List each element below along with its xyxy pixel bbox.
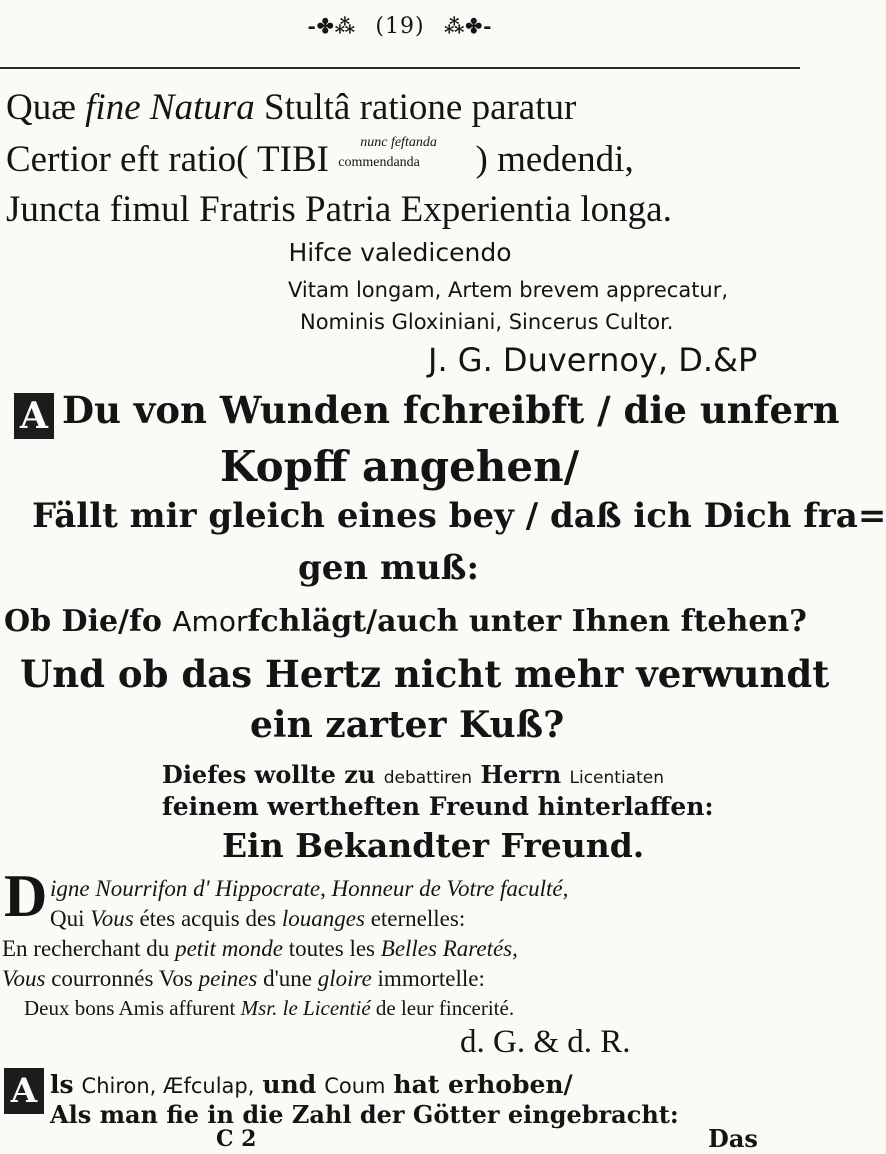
latin-phrase: Stultâ ratione paratur (264, 87, 577, 128)
dedication-line-1: Hifce valedicendo (288, 238, 512, 267)
french-line-3 (2, 936, 518, 962)
french-phrase-italic: Belles Raretés, (380, 936, 518, 961)
latin-line-1 (6, 86, 576, 129)
latin-word: Licentiaten (569, 768, 664, 788)
german-note-1 (162, 760, 664, 789)
latin-word-italic: Natura (149, 87, 255, 128)
french-phrase-italic: Nourrifon d' Hippocrate (95, 876, 321, 901)
dropcap-d: D (4, 863, 48, 929)
french-phrase: étes acquis des (139, 906, 277, 931)
latin-phrase: Certior eft ratio( (6, 139, 249, 180)
latin-word: Coum (324, 1074, 386, 1098)
french-phrase: courronnés Vos (51, 966, 193, 991)
german-line-7: ein zarter Kuß? (250, 704, 565, 746)
closing-paren: ) (475, 139, 488, 180)
dropcap-a-final: A (4, 1068, 44, 1114)
latin-word: Amor (172, 605, 248, 638)
german-phrase: Diefes wollte zu (162, 760, 376, 789)
french-phrase: En recherchant du (2, 936, 170, 961)
french-word-italic: peines (198, 966, 258, 991)
latin-word: Quæ (6, 87, 76, 128)
abbreviation-top: nunc feftanda (360, 135, 437, 150)
french-word-italic: Vous (90, 906, 134, 931)
french-line-5 (24, 996, 514, 1021)
ornament-left-icon: -✤⁂ (307, 14, 357, 38)
french-word-italic: louanges (281, 906, 365, 931)
page-header (0, 10, 800, 39)
latin-line-3: Juncta fimul Fratris Patria Experientia longa. (6, 189, 672, 230)
latin-word: debattiren (383, 768, 473, 788)
french-signature: d. G. & d. R. (460, 1024, 631, 1060)
latin-line-2 (6, 135, 634, 181)
dropcap-a: A (14, 393, 54, 439)
german-phrase: fchlägt/auch unter Ihnen ftehen? (247, 604, 807, 639)
french-word-italic: Vous (2, 966, 46, 991)
french-line-4 (2, 966, 485, 992)
german-line-5 (4, 604, 807, 639)
signature-duvernoy: J. G. Duvernoy, D.&P (428, 341, 758, 379)
final-line-2: Als man fie in die Zahl der Götter eingebracht: (50, 1100, 679, 1129)
french-word: igne (50, 876, 90, 901)
german-phrase: hat erhoben/ (393, 1070, 573, 1099)
german-phrase: Ob Die/fo (4, 604, 162, 639)
latin-word: TIBI (257, 139, 329, 180)
french-phrase: Deux bons Amis affurent (24, 996, 236, 1020)
german-line-4: gen muß: (298, 548, 480, 588)
abbreviation-stack (338, 135, 466, 177)
french-word: d'une (263, 966, 312, 991)
french-word: eternelles: (370, 906, 466, 931)
french-word-italic: gloire (317, 966, 372, 991)
dedication-line-3: Nominis Gloxiniani, Sincerus Cultor. (300, 310, 674, 334)
german-line-1: Du von Wunden fchreibft / die unfern (62, 388, 840, 432)
german-word: und (262, 1070, 317, 1099)
catchword: Das (708, 1124, 758, 1153)
french-phrase-italic: Honneur de Votre faculté, (331, 876, 569, 901)
ornament-right-icon: ⁂✤- (443, 14, 493, 38)
dedication-line-2: Vitam longam, Artem brevem apprecatur, (288, 278, 729, 302)
german-word: ls (50, 1070, 74, 1099)
german-signature: Ein Bekandter Freund. (222, 826, 645, 865)
german-word: Herrn (480, 760, 562, 789)
german-line-3: Fällt mir gleich eines bey / daß ich Dich fra= (32, 496, 886, 536)
french-word: immortelle: (377, 966, 485, 991)
german-note-2: feinem wertheften Freund hinterlaffen: (162, 792, 714, 821)
abbreviation-bottom: commendanda (338, 155, 420, 170)
latin-word-italic: fine (85, 87, 141, 128)
french-phrase-italic: Msr. le Licentié (240, 996, 371, 1020)
latin-phrase: Chiron, Æfculap, (81, 1074, 255, 1098)
german-line-2: Kopff angehen/ (220, 442, 580, 491)
french-phrase: de leur fincerité. (375, 996, 515, 1020)
page-number: (19) (375, 14, 425, 39)
header-rule (0, 67, 800, 69)
french-phrase: toutes les (288, 936, 376, 961)
signature-mark: C 2 (216, 1126, 257, 1152)
french-line-2 (50, 906, 465, 932)
final-line-1 (50, 1070, 573, 1099)
french-phrase-italic: petit monde (175, 936, 284, 961)
french-word: Qui (50, 906, 85, 931)
french-line-1 (50, 876, 568, 902)
german-line-6: Und ob das Hertz nicht mehr verwundt (20, 652, 830, 696)
latin-word: medendi, (497, 139, 634, 180)
comma: , (320, 876, 326, 901)
